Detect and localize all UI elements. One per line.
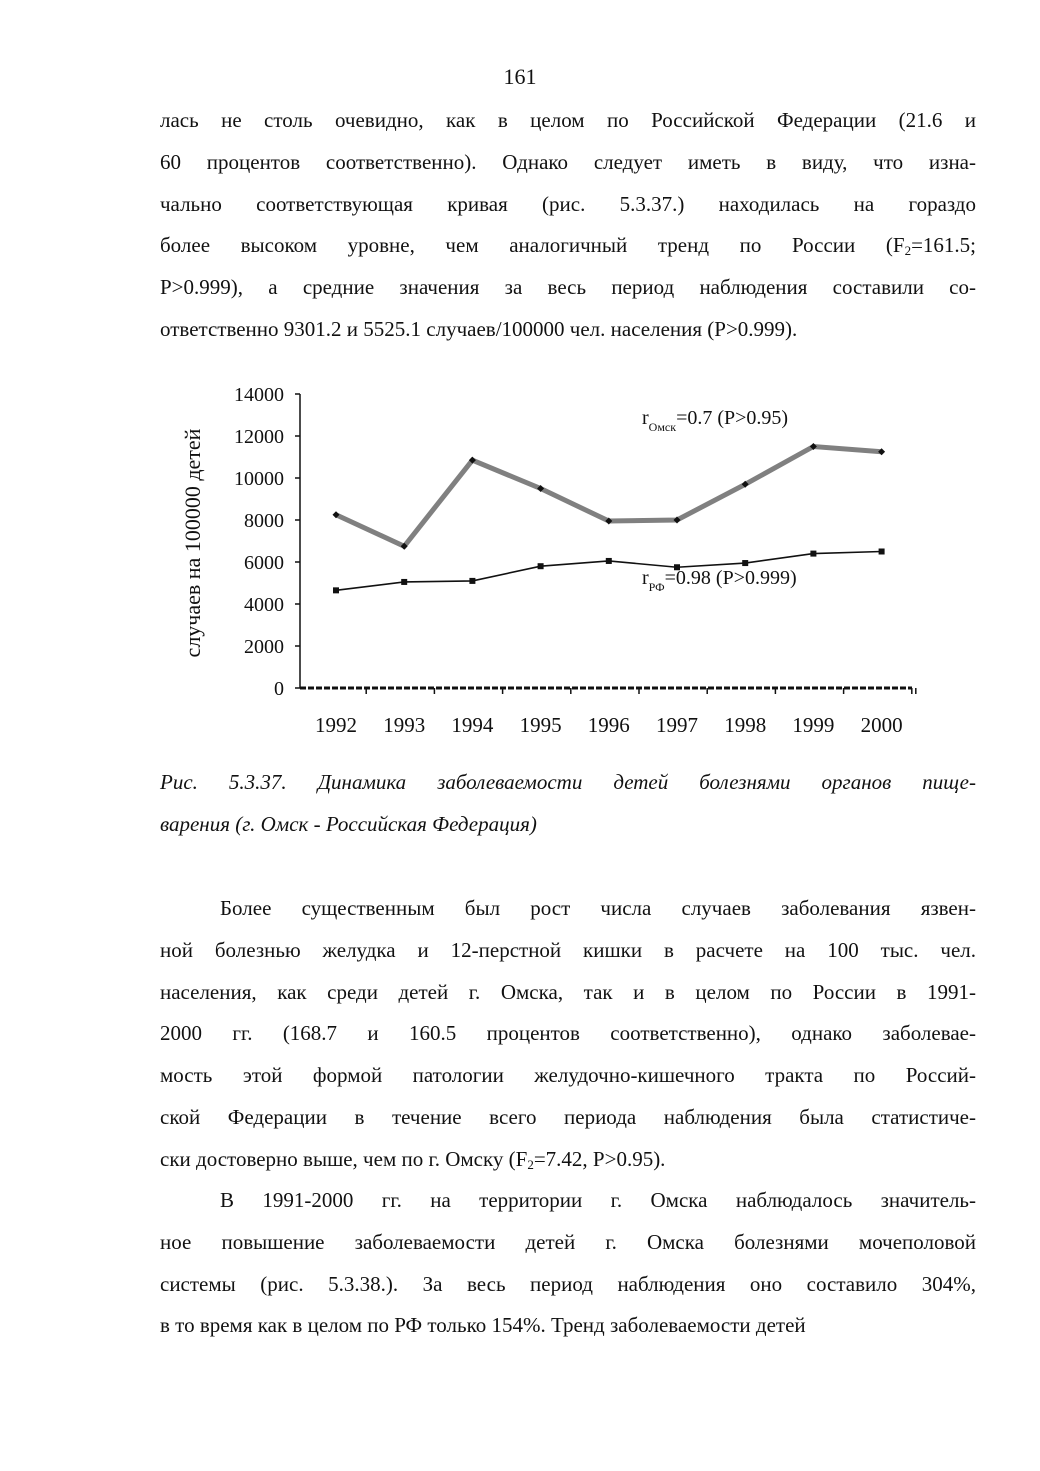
data-point-rf [401, 579, 407, 585]
data-point-rf [810, 551, 816, 557]
paragraph-2 [160, 888, 976, 1181]
paragraph-2-line: Более существенным был рост числа случаев заболевания язвен- [220, 896, 976, 920]
x-tick-label: 1994 [451, 713, 494, 737]
paragraph-2-line: 2000 гг. (168.7 и 160.5 процентов соответственно), однако заболевае- [160, 1021, 976, 1046]
data-point-rf [469, 578, 475, 584]
x-tick-label: 1992 [315, 713, 357, 737]
data-point-rf [606, 558, 612, 564]
y-tick-label: 4000 [244, 594, 284, 616]
paragraph-3 [160, 1180, 976, 1347]
series-label-rf: $r_{РФ}=0.98$ (P>0.999) [642, 567, 797, 594]
paragraph-1-line: чально соответствующая кривая (рис. 5.3.37.) находилась на гораздо [160, 191, 976, 216]
x-tick-label: 1998 [724, 713, 767, 737]
data-point-rf [538, 563, 544, 569]
data-point-rf [333, 587, 339, 593]
paragraph-2-line: ской Федерации в течение всего периода наблюдения была статистиче- [160, 1104, 976, 1129]
x-tick-label: 1997 [656, 713, 698, 737]
paragraph-1-line: ответственно 9301.2 и 5525.1 случаев/100000 чел. населения (P>0.999). [160, 316, 798, 341]
x-tick-label: 1995 [519, 713, 562, 737]
chart [160, 370, 920, 740]
paragraph-1-line: более высоком уровне, чем аналогичный тренд по России ($F_2=161.5$; [160, 233, 976, 259]
caption-line: варения (г. Омск - Российская Федерация) [160, 811, 537, 836]
series-label-omsk: $r_{Омск}=0.7$ (P>0.95) [642, 407, 789, 434]
paragraph-3-line: В 1991-2000 гг. на территории г. Омска наблюдалось значитель- [220, 1188, 976, 1212]
data-point-rf [742, 560, 748, 566]
x-tick-label: 1993 [383, 713, 426, 737]
y-tick-label: 2000 [244, 636, 284, 658]
paragraph-3-line: системы (рис. 5.3.38.). За весь период наблюдения оно составило 304%, [160, 1271, 976, 1296]
figure-caption [160, 762, 976, 846]
y-axis-label: случаев на 100000 детей [180, 428, 205, 658]
paragraph-3-line: в то время как в целом по РФ только 154%. Тренд заболеваемости детей [160, 1313, 806, 1338]
paragraph-1-line: лась не столь очевидно, как в целом по Российской Федерации (21.6 и [160, 108, 976, 132]
paragraph-1-line: 60 процентов соответственно). Однако следует иметь в виду, что изна- [160, 149, 976, 174]
paragraph-2-line: ски достоверно выше, чем по г. Омску ($F_2=7.42$, P>0.95). [160, 1146, 666, 1172]
y-tick-label: 10000 [234, 468, 284, 490]
paragraph-1 [160, 100, 976, 351]
y-tick-label: 8000 [244, 510, 284, 532]
paragraph-2-line: мость этой формой патологии желудочно-кишечного тракта по Россий- [160, 1063, 976, 1088]
series-line-omsk [336, 447, 882, 547]
data-point-rf [879, 549, 885, 555]
y-tick-label: 12000 [234, 426, 284, 448]
y-tick-label: 14000 [234, 384, 284, 406]
paragraph-2-line: населения, как среди детей г. Омска, так и в целом по России в 1991- [160, 979, 976, 1004]
y-tick-label: 6000 [244, 552, 284, 574]
paragraph-3-line: ное повышение заболеваемости детей г. Омска болезнями мочеполовой [160, 1229, 976, 1254]
x-tick-label: 2000 [860, 713, 903, 737]
caption-line: Рис. 5.3.37. Динамика заболеваемости детей болезнями органов пище- [160, 770, 976, 794]
series-line-rf [336, 552, 882, 591]
page-number: 161 [503, 64, 537, 89]
paragraph-2-line: ной болезнью желудка и 12-перстной кишки в расчете на 100 тыс. чел. [160, 937, 976, 962]
x-tick-label: 1996 [587, 713, 630, 737]
x-tick-label: 1999 [792, 713, 835, 737]
paragraph-1-line: P>0.999), а средние значения за весь период наблюдения составили со- [160, 275, 976, 300]
y-tick-label: 0 [274, 678, 284, 700]
